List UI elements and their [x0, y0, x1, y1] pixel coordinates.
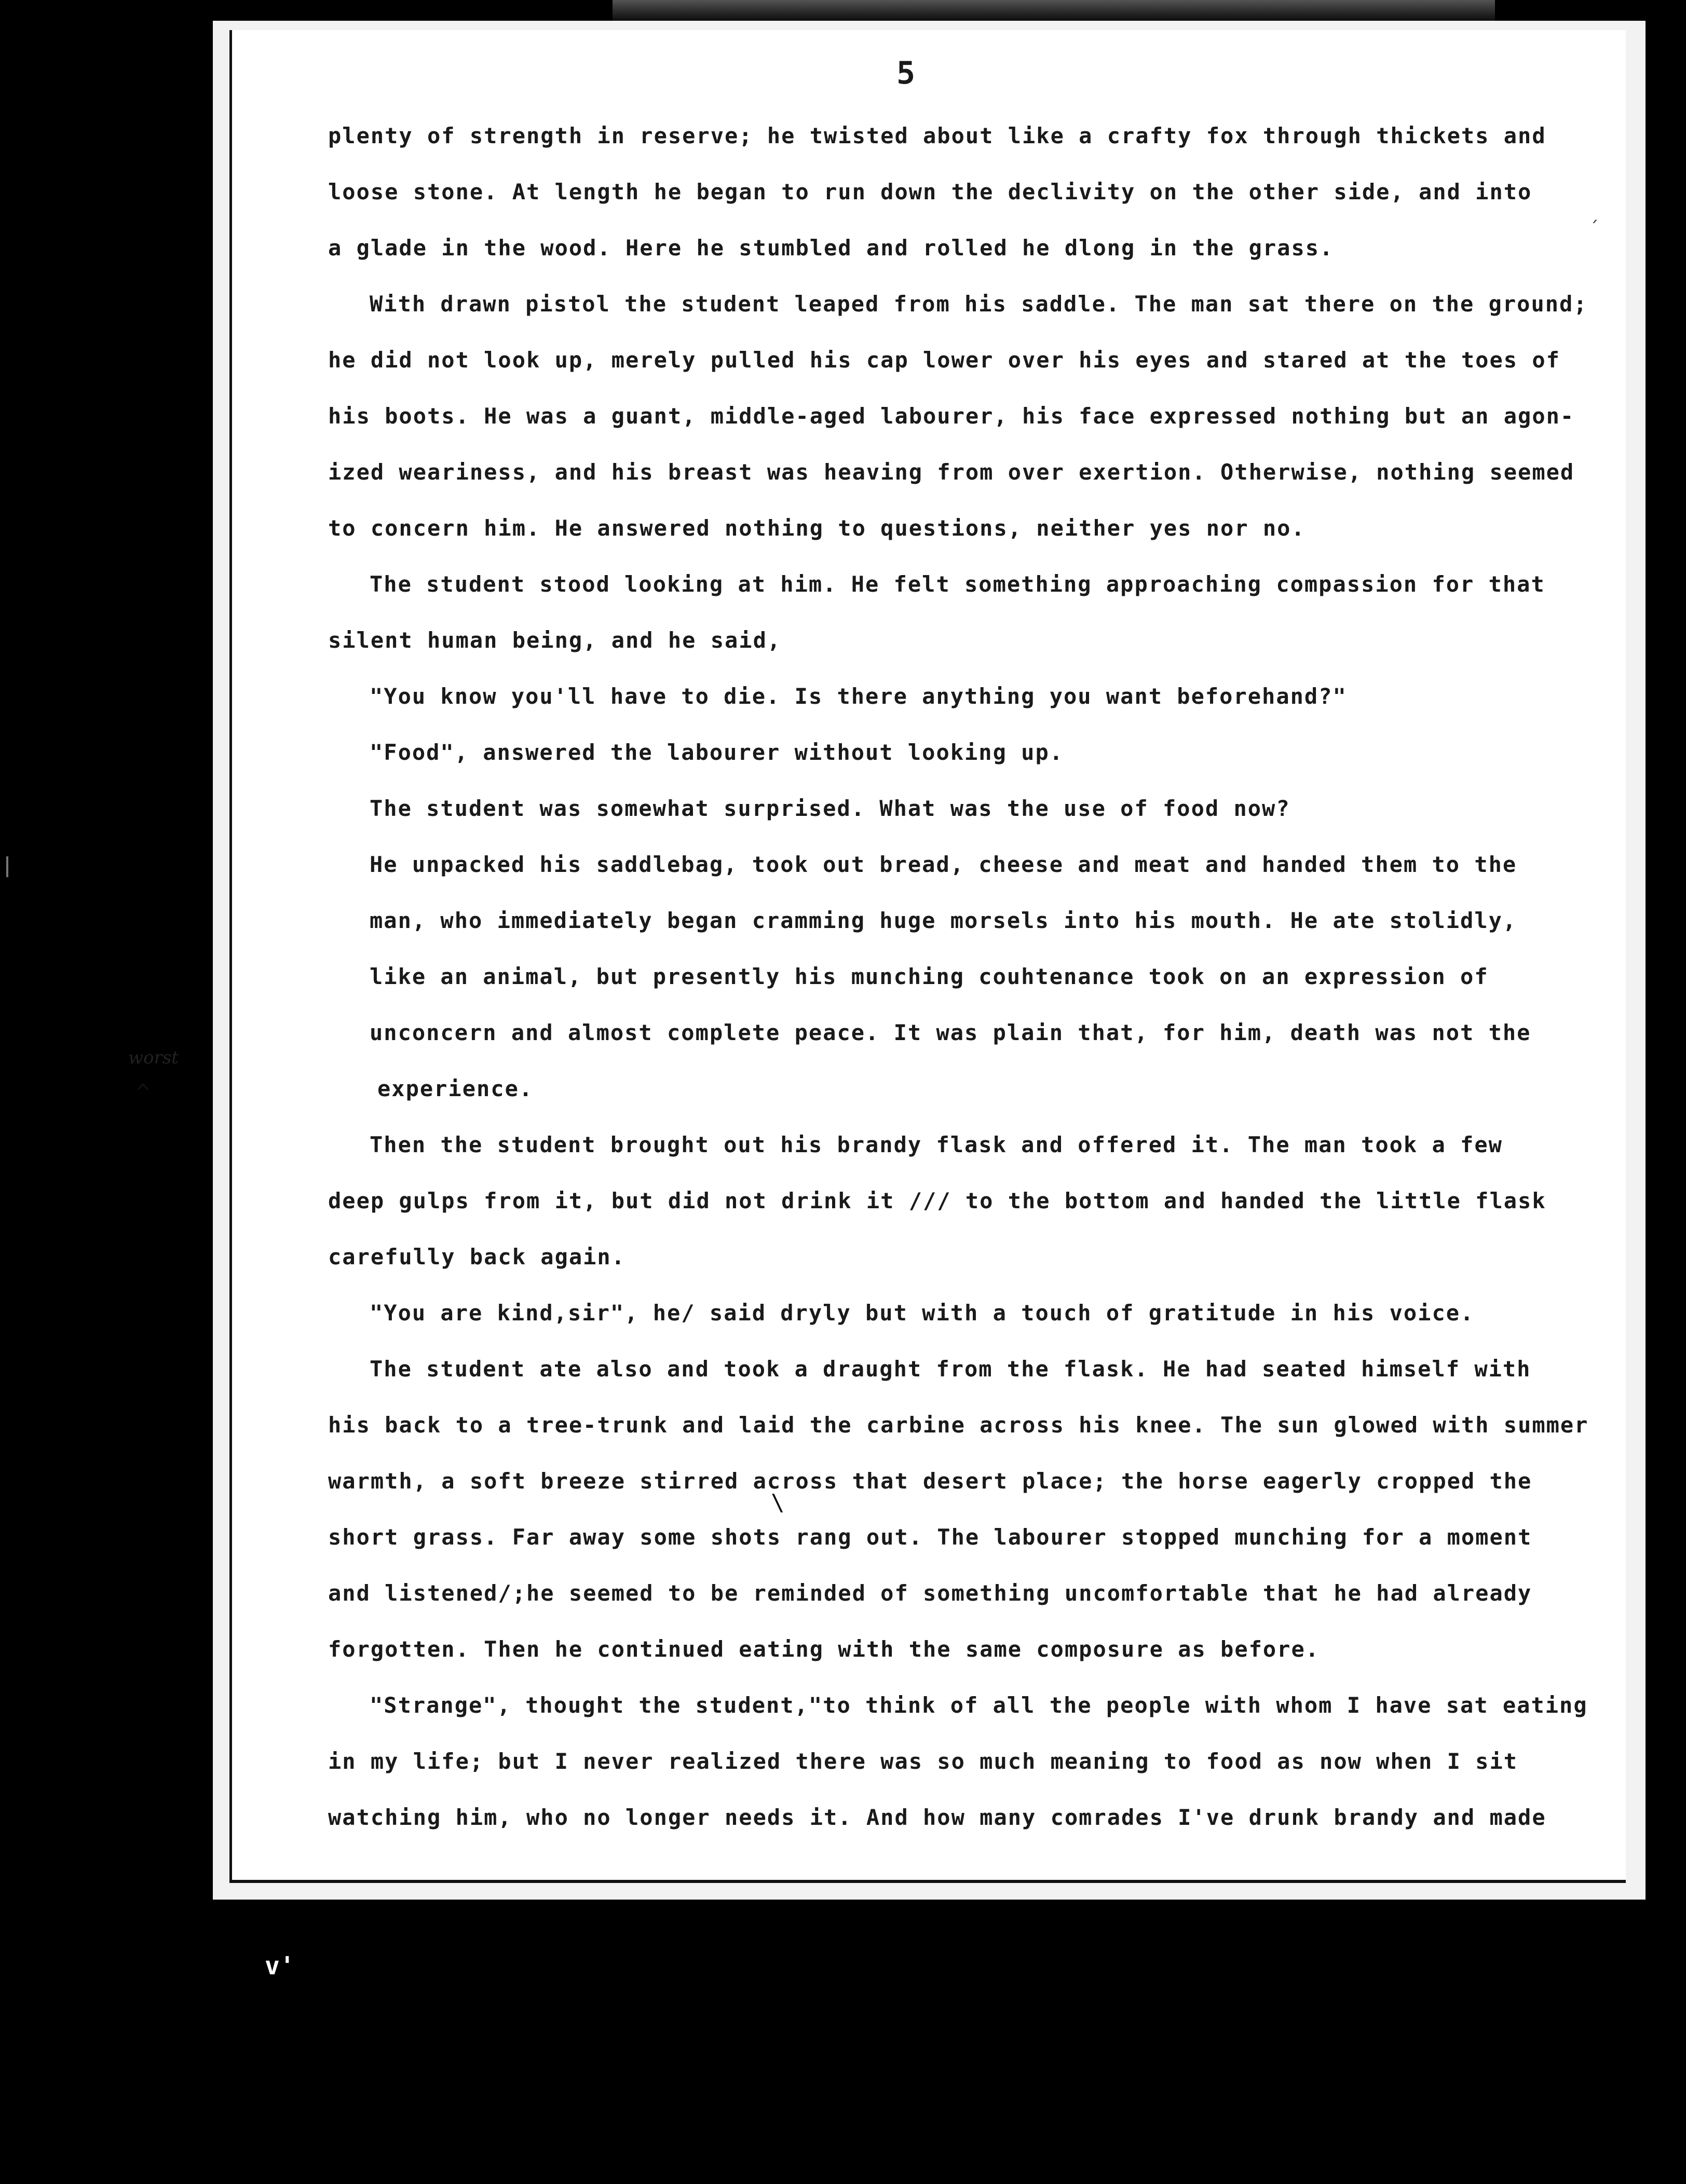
text-line: like an animal, but presently his munching couhtenance took on an expression of: [370, 964, 1489, 989]
text-line: unconcern and almost complete peace. It was plain that, for him, death was not the: [370, 1020, 1531, 1045]
text-line: ized weariness, and his breast was heaving from over exertion. Otherwise, nothing seemed: [328, 459, 1575, 485]
text-line: "Food", answered the labourer without looking up.: [370, 740, 1064, 765]
text-line: in my life; but I never realized there was so much meaning to food as now when I sit: [328, 1749, 1518, 1774]
handwritten-annotation: worst: [128, 1047, 179, 1068]
page-number: 5: [896, 55, 916, 91]
text-line: watching him, who no longer needs it. And how many comrades I've drunk brandy and made: [328, 1805, 1546, 1830]
text-line: carefully back again.: [328, 1244, 626, 1270]
text-line: and listened∕;he seemed to be reminded of something uncomfortable that he had already: [328, 1580, 1532, 1606]
text-line: He unpacked his saddlebag, took out bread, cheese and meat and handed them to the: [370, 852, 1517, 877]
text-line: "Strange", thought the student,"to think of all the people with whom I have sat eating: [370, 1692, 1588, 1718]
text-line: silent human being, and he said,: [328, 627, 782, 653]
text-line: deep gulps from it, but did not drink it ∕∕∕ to the bottom and handed the little flask: [328, 1188, 1546, 1213]
text-line: short grass. Far away some shots rang out. The labourer stopped munching for a moment: [328, 1524, 1532, 1550]
text-line: The student stood looking at him. He felt something approaching compassion for that: [370, 571, 1545, 597]
left-margin-tick: [6, 856, 18, 877]
page-body: [328, 108, 1595, 1846]
text-line: warmth, a soft breeze stirred across that desert place; the horse eagerly cropped the: [328, 1468, 1532, 1494]
text-line: his boots. He was a guant, middle-aged labourer, his face expressed nothing but an agon-: [328, 403, 1575, 429]
right-margin-mark: ´: [1588, 218, 1600, 239]
text-line: Then the student brought out his brandy flask and offered it. The man took a few: [370, 1132, 1503, 1157]
text-line: "You are kind,sir", he∕ said dryly but with a touch of gratitude in his voice.: [370, 1300, 1475, 1326]
text-line: plenty of strength in reserve; he twisted about like a crafty fox through thickets and: [328, 123, 1546, 148]
text-line: forgotten. Then he continued eating with the same composure as before.: [328, 1636, 1320, 1662]
text-line: "You know you'll have to die. Is there anything you want beforehand?": [370, 684, 1347, 709]
text-line: With drawn pistol the student leaped from his saddle. The man sat there on the ground;: [370, 291, 1588, 317]
typescript-page: [229, 30, 1626, 1883]
text-line: man, who immediately began cramming huge morsels into his mouth. He ate stolidly,: [370, 908, 1517, 933]
text-line: to concern him. He answered nothing to questions, neither yes nor no.: [328, 515, 1306, 541]
text-line: loose stone. At length he began to run down the declivity on the other side, and into: [328, 179, 1532, 204]
text-line: The student was somewhat surprised. What was the use of food now?: [370, 796, 1290, 821]
text-line: experience.: [377, 1076, 534, 1101]
insertion-caret-mark: ^: [136, 1080, 150, 1106]
text-line: The student ate also and took a draught from the flask. He had seated himself with: [370, 1356, 1531, 1382]
text-line: a glade in the wood. Here he stumbled and rolled he dlong in the grass.: [328, 235, 1334, 261]
text-line: his back to a tree-trunk and laid the carbine across his knee. The sun glowed with summer: [328, 1412, 1589, 1438]
text-line: he did not look up, merely pulled his cap lower over his eyes and stared at the toes of: [328, 347, 1560, 373]
edit-slash-mark: \: [771, 1490, 785, 1516]
bottom-margin-mark: v': [265, 1951, 295, 1981]
